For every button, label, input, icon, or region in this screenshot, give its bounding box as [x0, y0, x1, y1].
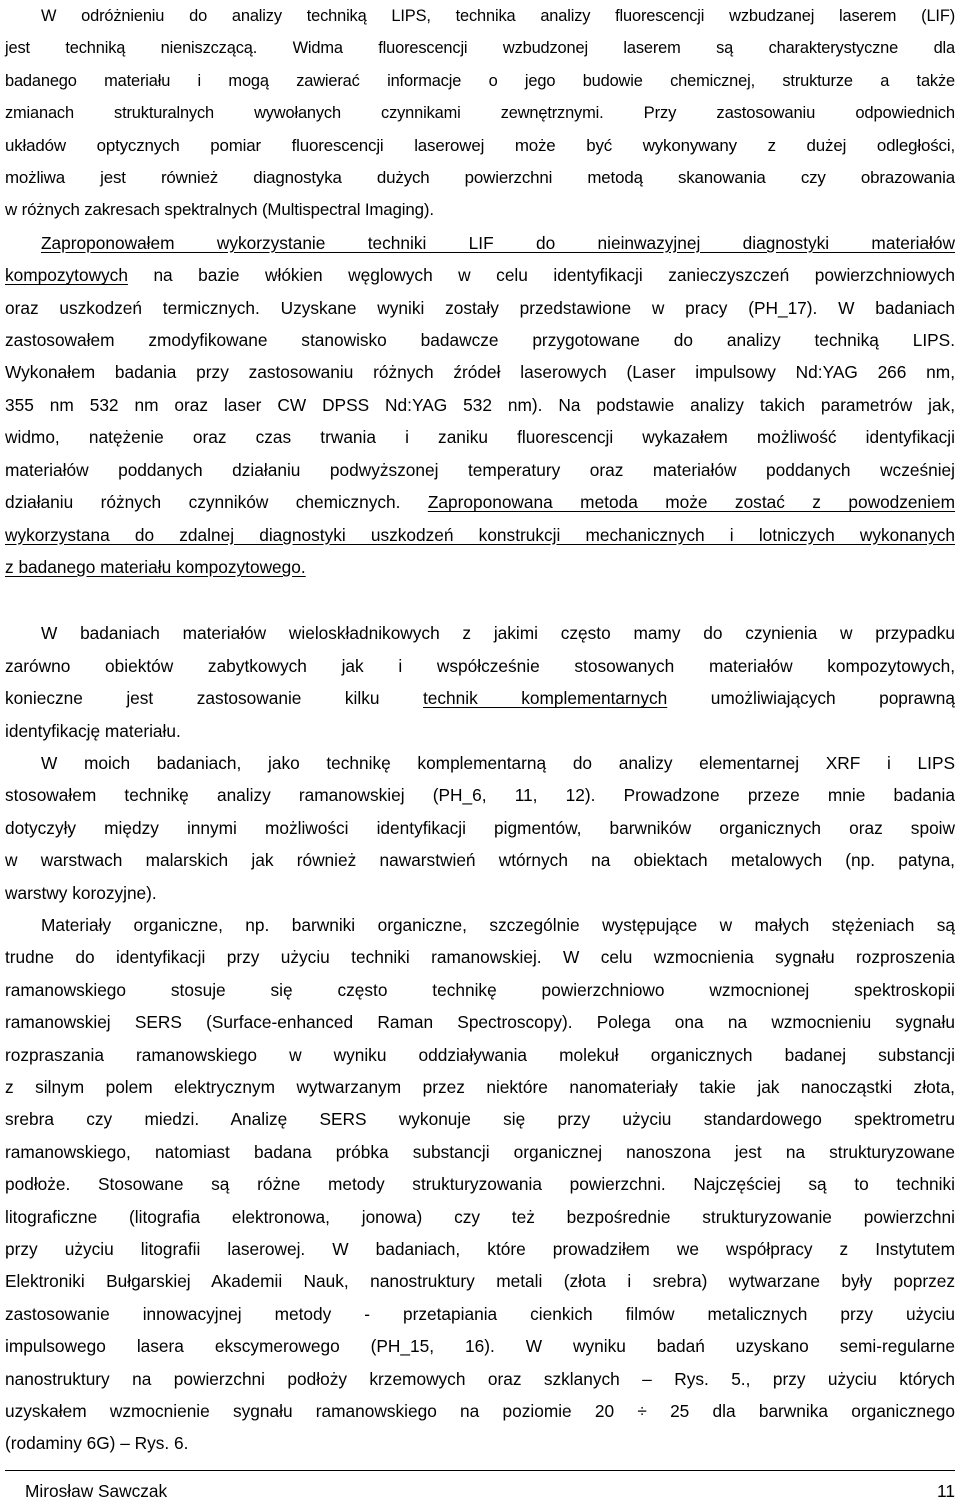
- text-line: trudne do identyfikacji przy użyciu techniki ramanowskiej. W celu wzmocnienia sygnału rozproszenia: [5, 947, 955, 968]
- text-line: podłoże. Stosowane są różne metody strukturyzowania powierzchni. Najczęściej są to techniki: [5, 1174, 955, 1195]
- underlined-text: Zaproponowałem wykorzystanie techniki LIF do nieinwazyjnej diagnostyki materiałów: [41, 232, 955, 253]
- text-line: impulsowego lasera ekscymerowego (PH_15, 16). W wyniku badań uzyskano semi-regularne: [5, 1336, 955, 1357]
- text-line: ramanowskiego stosuje się często technikę powierzchniowo wzmocnionej spektroskopii: [5, 979, 955, 1000]
- text-line: W badaniach materiałów wieloskładnikowych z jakimi często mamy do czynienia w przypadku: [41, 623, 955, 644]
- text-line: dotyczyły między innymi możliwości identyfikacji pigmentów, barwników organicznych oraz spoiw: [5, 817, 955, 838]
- underlined-text: Zaproponowana metoda może zostać z powodzeniem: [427, 492, 956, 513]
- text-line: zastosowanie innowacyjnej metody - przetapiania cienkich filmów metalicznych przy użyciu: [5, 1303, 955, 1324]
- text-fragment: umożliwiających poprawną: [667, 688, 955, 709]
- footer-author: Mirosław Sawczak: [25, 1481, 168, 1501]
- document-page: [5, 0, 955, 1460]
- text-line: [5, 259, 955, 291]
- text-line: [5, 519, 955, 551]
- text-line: widmo, natężenie oraz czas trwania i zaniku fluorescencji wykazałem możliwość identyfikacji: [5, 427, 955, 448]
- text-line: Materiały organiczne, np. barwniki organiczne, szczególnie występujące w małych stężeniach są: [41, 914, 955, 935]
- text-line: możliwa jest również diagnostyka dużych powierzchni metodą skanowania czy obrazowania: [5, 168, 955, 188]
- text-line: zastosowałem zmodyfikowane stanowisko badawcze przygotowane do analizy techniką LIPS.: [5, 330, 955, 351]
- text-line: zarówno obiektów zabytkowych jak i współcześnie stosowanych materiałów kompozytowych,: [5, 655, 955, 676]
- page-number: 11: [937, 1481, 955, 1501]
- text-line: litograficzne (litografia elektronowa, jonowa) czy też bezpośrednie strukturyzowanie powierzchni: [5, 1206, 955, 1227]
- text-line: Wykonałem badania przy zastosowaniu różnych źródeł laserowych (Laser impulsowy Nd:YAG 266 nm,: [5, 362, 955, 383]
- text-line: W odróżnieniu do analizy techniką LIPS, technika analizy fluorescencji wzbudzanej laserem (LIF): [41, 7, 955, 25]
- paragraph-lif-intro: [5, 0, 955, 227]
- text-line: 355 nm 532 nm oraz laser CW DPSS Nd:YAG 532 nm). Na podstawie analizy takich parametrów jak,: [5, 394, 955, 415]
- text-line: srebra czy miedzi. Analizę SERS wykonuje się przy użyciu standardowego spektrometru: [5, 1109, 955, 1130]
- text-line: W moich badaniach, jako technikę komplementarną do analizy elementarnej XRF i LIPS: [41, 752, 955, 773]
- text-line: rozpraszania ramanowskiego w wyniku oddziaływania molekuł organicznych badanej substancji: [5, 1044, 955, 1065]
- paragraph-raman: [5, 747, 955, 909]
- text-line: jest techniką nieniszczącą. Widma fluorescencji wzbudzonej laserem są charakterystyczne dla: [5, 39, 955, 58]
- text-line: stosowałem technikę analizy ramanowskiej (PH_6, 11, 12). Prowadzone przeze mnie badania: [5, 785, 955, 806]
- text-line: w różnych zakresach spektralnych (Multispectral Imaging).: [5, 200, 434, 220]
- text-line: w warstwach malarskich jak również nawarstwień wtórnych na obiektach metalowych (np. patyna,: [5, 850, 955, 871]
- text-line: warstwy korozyjne).: [5, 882, 157, 903]
- text-fragment: na bazie włókien węglowych w celu identyfikacji zanieczyszczeń powierzchniowych: [127, 265, 955, 286]
- text-line: [5, 551, 955, 583]
- text-line: ramanowskiego, natomiast badana próbka substancji organicznej nanoszona jest na strukturyzowane: [5, 1141, 955, 1162]
- text-line: uzyskałem wzmocnienie sygnału ramanowskiego na poziomie 20 ÷ 25 dla barwnika organicznego: [5, 1401, 955, 1422]
- text-line: oraz uszkodzeń termicznych. Uzyskane wyniki zostały przedstawione w pracy (PH_17). W badaniach: [5, 297, 955, 318]
- underlined-text: technik komplementarnych: [422, 688, 668, 709]
- text-fragment: Przy zastosowaniu odpowiednich: [603, 103, 955, 123]
- paragraph-lif-research: [5, 227, 955, 583]
- underlined-text: kompozytowych: [5, 265, 128, 286]
- text-line: [5, 486, 955, 518]
- text-line: nanostruktury na powierzchni podłoży krzemowych oraz szklanych – Rys. 5., przy użyciu których: [5, 1368, 955, 1389]
- text-line: Elektroniki Bułgarskiej Akademii Nauk, nanostruktury metali (złota i srebra) wytwarzane były poprzez: [5, 1271, 955, 1292]
- underlined-text: wykorzystana do zdalnej diagnostyki uszkodzeń konstrukcji mechanicznych i lotniczych wykonanych: [5, 524, 955, 545]
- text-line: [5, 97, 955, 129]
- page-footer: [5, 1470, 955, 1509]
- text-line: identyfikację materiału.: [5, 720, 181, 741]
- text-line: materiałów poddanych działaniu podwyższonej temperatury oraz materiałów poddanych wcześniej: [5, 459, 955, 480]
- text-fragment: działaniu różnych czynników chemicznych.: [5, 492, 428, 513]
- text-line: (rodaminy 6G) – Rys. 6.: [5, 1433, 189, 1454]
- text-line: przy użyciu litografii laserowej. W badaniach, które prowadziłem we współpracy z Instytutem: [5, 1239, 955, 1260]
- text-line: z silnym polem elektrycznym wytwarzanym przez niektóre nanomateriały takie jak nanocząstki złota,: [5, 1077, 955, 1097]
- text-fragment: zmianach strukturalnych wywołanych czynnikami zewnętrznymi.: [5, 104, 604, 123]
- paragraph-sers: [5, 909, 955, 1460]
- text-fragment: konieczne jest zastosowanie kilku: [5, 688, 423, 709]
- text-line: [5, 227, 955, 259]
- text-line: badanego materiału i mogą zawierać informacje o jego budowie chemicznej, strukturze a także: [5, 71, 955, 90]
- text-line: [5, 682, 955, 714]
- paragraph-gap: [5, 583, 955, 617]
- text-line: ramanowskiej SERS (Surface-enhanced Raman Spectroscopy). Polega ona na wzmocnieniu sygnału: [5, 1012, 955, 1033]
- paragraph-multicomponent: [5, 617, 955, 747]
- underlined-text: z badanego materiału kompozytowego.: [5, 556, 306, 577]
- text-line: układów optycznych pomiar fluorescencji laserowej może być wykonywany z dużej odległości,: [5, 135, 955, 155]
